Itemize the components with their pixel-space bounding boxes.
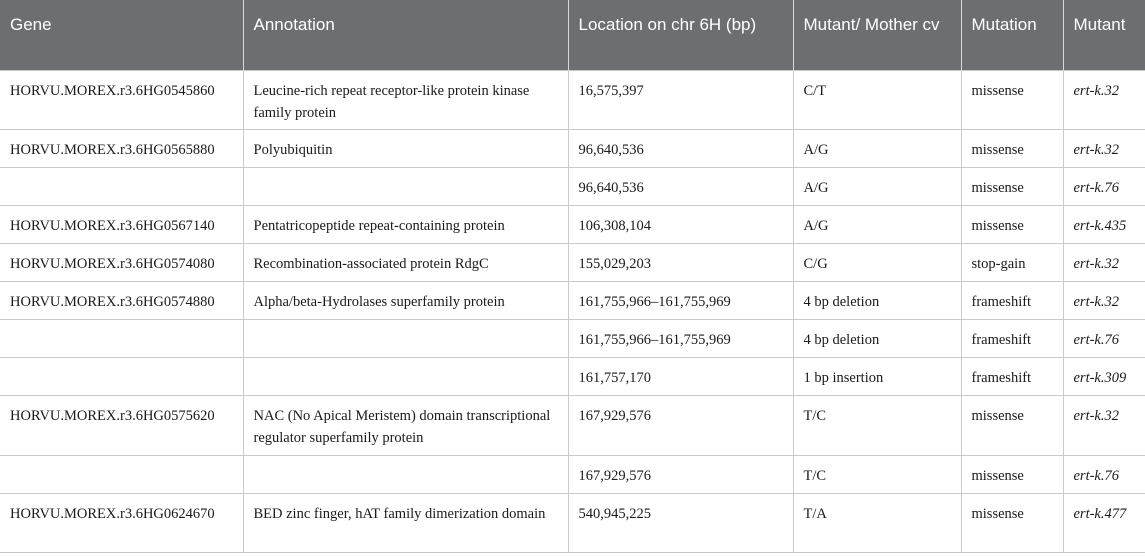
table-row [0,167,1145,205]
table-row [0,319,1145,357]
mutant-cell: ert-k.477 [1063,493,1145,552]
mutation-cell: missense [961,395,1063,455]
table-row [0,493,1145,552]
mutation-cell: frameshift [961,281,1063,319]
location-cell: 167,929,576 [568,395,793,455]
mutation-cell: missense [961,70,1063,129]
mutant-cell: ert-k.76 [1063,455,1145,493]
mutant-cell: ert-k.32 [1063,281,1145,319]
mutant-mother-cell: A/G [793,129,961,167]
mutation-cell: missense [961,455,1063,493]
gene-cell [0,455,243,493]
mutation-cell: missense [961,167,1063,205]
gene-cell [0,357,243,395]
mutant-cell: ert-k.32 [1063,129,1145,167]
table-header [0,0,1145,70]
mutant-mother-cell: T/A [793,493,961,552]
mutation-cell: frameshift [961,319,1063,357]
header-mutation: Mutation [961,0,1063,70]
header-gene: Gene [0,0,243,70]
header-row [0,0,1145,70]
location-cell: 16,575,397 [568,70,793,129]
annotation-cell: Recombination-associated protein RdgC [243,243,568,281]
annotation-cell: Polyubiquitin [243,129,568,167]
gene-cell: HORVU.MOREX.r3.6HG0567140 [0,205,243,243]
gene-cell: HORVU.MOREX.r3.6HG0624670 [0,493,243,552]
location-cell: 106,308,104 [568,205,793,243]
location-cell: 155,029,203 [568,243,793,281]
annotation-cell: BED zinc finger, hAT family dimerization domain [243,493,568,552]
location-cell: 540,945,225 [568,493,793,552]
annotation-cell [243,357,568,395]
mutant-mother-cell: 4 bp deletion [793,281,961,319]
mutant-cell: ert-k.32 [1063,70,1145,129]
annotation-cell [243,319,568,357]
gene-cell [0,167,243,205]
mutation-cell: missense [961,129,1063,167]
mutant-cell: ert-k.309 [1063,357,1145,395]
location-cell: 161,757,170 [568,357,793,395]
table-row [0,205,1145,243]
gene-cell: HORVU.MOREX.r3.6HG0574880 [0,281,243,319]
location-cell: 96,640,536 [568,129,793,167]
gene-cell [0,319,243,357]
mutant-mother-cell: C/G [793,243,961,281]
mutant-mother-cell: T/C [793,395,961,455]
location-cell: 161,755,966–161,755,969 [568,319,793,357]
location-cell: 161,755,966–161,755,969 [568,281,793,319]
mutant-mother-cell: 1 bp insertion [793,357,961,395]
table-row [0,70,1145,129]
table-row [0,281,1145,319]
table-body [0,70,1145,552]
mutant-cell: ert-k.435 [1063,205,1145,243]
mutant-mother-cell: A/G [793,205,961,243]
mutation-cell: missense [961,205,1063,243]
annotation-cell [243,455,568,493]
annotation-cell: Leucine-rich repeat receptor-like protein kinase family protein [243,70,568,129]
mutant-mother-cell: T/C [793,455,961,493]
location-cell: 96,640,536 [568,167,793,205]
mutant-cell: ert-k.76 [1063,319,1145,357]
mutant-mother-cell: C/T [793,70,961,129]
mutant-mother-cell: 4 bp deletion [793,319,961,357]
gene-cell: HORVU.MOREX.r3.6HG0545860 [0,70,243,129]
header-location: Location on chr 6H (bp) [568,0,793,70]
mutant-mother-cell: A/G [793,167,961,205]
mutation-cell: stop-gain [961,243,1063,281]
annotation-cell: Pentatricopeptide repeat-containing protein [243,205,568,243]
gene-cell: HORVU.MOREX.r3.6HG0575620 [0,395,243,455]
header-annotation: Annotation [243,0,568,70]
annotation-cell: Alpha/beta-Hydrolases superfamily protein [243,281,568,319]
table-row [0,243,1145,281]
gene-cell: HORVU.MOREX.r3.6HG0565880 [0,129,243,167]
table-row [0,357,1145,395]
location-cell: 167,929,576 [568,455,793,493]
mutant-cell: ert-k.32 [1063,243,1145,281]
mutant-cell: ert-k.76 [1063,167,1145,205]
annotation-cell [243,167,568,205]
mutation-cell: missense [961,493,1063,552]
table-row [0,395,1145,455]
mutation-cell: frameshift [961,357,1063,395]
table-row [0,455,1145,493]
mutant-cell: ert-k.32 [1063,395,1145,455]
annotation-cell: NAC (No Apical Meristem) domain transcriptional regulator superfamily protein [243,395,568,455]
gene-cell: HORVU.MOREX.r3.6HG0574080 [0,243,243,281]
header-mutant: Mutant [1063,0,1145,70]
table-row [0,129,1145,167]
header-mutant-mother: Mutant/ Mother cv [793,0,961,70]
